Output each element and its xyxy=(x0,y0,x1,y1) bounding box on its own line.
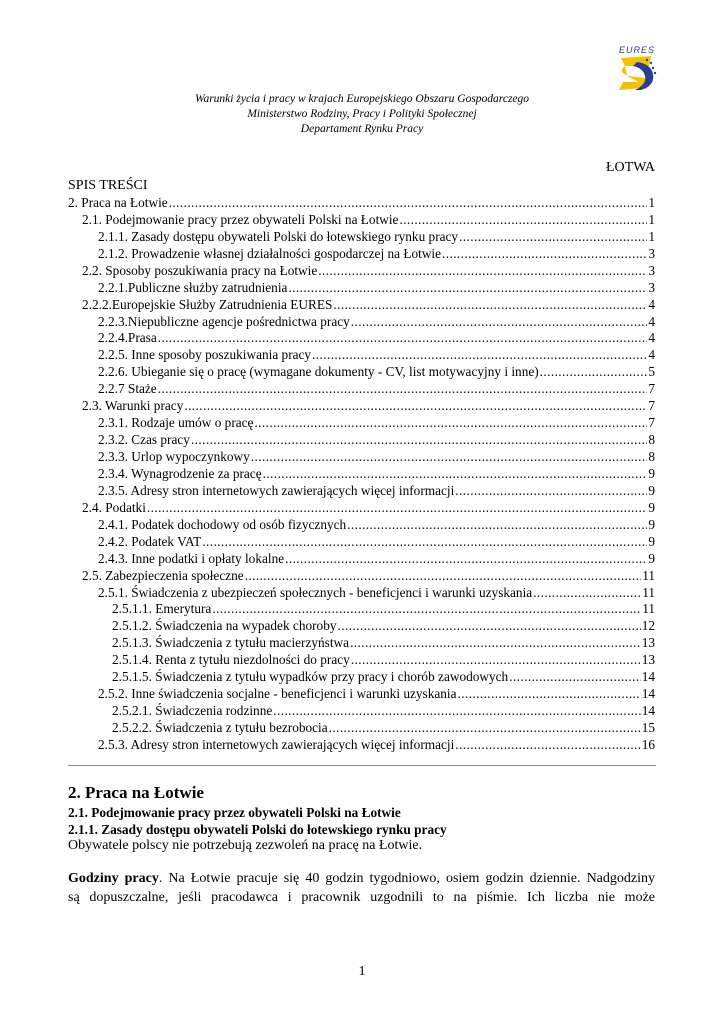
toc-entry[interactable] xyxy=(68,346,655,363)
toc-entry-label: 2.3.1. Rodzaje umów o pracę xyxy=(98,415,254,431)
toc-entry-page: 11 xyxy=(642,584,655,600)
eures-logo xyxy=(611,44,661,92)
header-line-2: Ministerstwo Rodziny, Pracy i Polityki Społecznej xyxy=(247,108,477,120)
toc-entry[interactable] xyxy=(68,397,655,414)
toc-dot-leader xyxy=(147,500,647,516)
toc-entry-page: 14 xyxy=(641,703,655,719)
toc-dot-leader xyxy=(509,669,640,685)
toc-entry-label: 2. Praca na Łotwie xyxy=(68,194,168,210)
toc-dot-leader xyxy=(455,737,640,753)
toc-entry-label: 2.4.2. Podatek VAT xyxy=(98,533,202,549)
toc-dot-leader xyxy=(184,398,647,414)
toc-dot-leader xyxy=(158,381,648,397)
header-line-1: Warunki życia i pracy w krajach Europejskiego Obszaru Gospodarczego xyxy=(194,93,530,105)
toc-entry-page: 14 xyxy=(641,669,655,685)
toc-entry[interactable] xyxy=(68,601,655,618)
toc-dot-leader xyxy=(212,601,641,617)
toc-entry-label: 2.5.1.1. Emerytura xyxy=(112,601,212,617)
bold-term: Godziny pracy xyxy=(68,871,159,886)
toc-entry-label: 2.3. Warunki pracy xyxy=(82,398,184,414)
toc-entry-page: 9 xyxy=(648,533,655,549)
toc-entry-label: 2.5.2.2. Świadczenia z tytułu bezrobocia xyxy=(112,720,328,735)
page-number: 1 xyxy=(358,964,366,979)
toc-entry-page: 3 xyxy=(648,279,655,295)
toc-entry-label: 2.2.2.Europejskie Służby Zatrudnienia EURES xyxy=(82,296,333,312)
toc-entry-label: 2.3.5. Adresy stron internetowych zawierających więcej informacji xyxy=(98,482,455,498)
toc-entry-label: 2.5.2.1. Świadczenia rodzinne xyxy=(112,703,273,719)
toc-dot-leader xyxy=(459,229,647,245)
toc-entry-label: 2.5.1.2. Świadczenia na wypadek choroby xyxy=(112,618,337,634)
paragraph-working-hours-line-2: są dopuszczalne, jeśli pracodawca i pracownik uzgodnili to na piśmie. Ich liczba nie może xyxy=(68,890,655,905)
toc-dot-leader xyxy=(288,280,647,296)
toc-entry[interactable] xyxy=(68,228,655,245)
toc-entry[interactable] xyxy=(68,262,655,279)
toc-dot-leader xyxy=(169,195,648,211)
toc-entry-page: 3 xyxy=(648,262,655,278)
toc-entry[interactable] xyxy=(68,499,655,516)
toc-entry[interactable] xyxy=(68,482,655,499)
toc-entry[interactable] xyxy=(68,533,655,550)
toc-entry-label: 2.4. Podatki xyxy=(82,499,146,515)
toc-entry-page: 4 xyxy=(648,313,655,329)
toc-entry-page: 4 xyxy=(648,330,655,346)
country-name: ŁOTWA xyxy=(606,160,655,175)
toc-entry[interactable] xyxy=(68,617,655,634)
toc-dot-leader xyxy=(245,568,642,584)
toc-dot-leader xyxy=(191,432,647,448)
toc-entry-page: 9 xyxy=(648,499,655,515)
toc-entry-label: 2.3.4. Wynagrodzenie za pracę xyxy=(98,465,262,481)
toc-dot-leader xyxy=(312,347,647,363)
document-header xyxy=(0,92,724,137)
toc-entry-page: 9 xyxy=(648,550,655,566)
toc-dot-leader xyxy=(254,415,647,431)
toc-entry-label: 2.1.2. Prowadzenie własnej działalności gospodarczej na Łotwie xyxy=(98,245,442,261)
toc-dot-leader xyxy=(458,686,641,702)
toc-entry-label: 2.5.1.4. Renta z tytułu niezdolności do pracy xyxy=(112,652,350,668)
toc-entry-page: 9 xyxy=(648,465,655,481)
toc-entry[interactable] xyxy=(68,685,655,702)
toc-entry[interactable] xyxy=(68,719,655,736)
toc-dot-leader xyxy=(533,585,641,601)
toc-dot-leader xyxy=(202,534,647,550)
section-divider xyxy=(68,765,656,766)
header-line-3: Departament Rynku Pracy xyxy=(300,123,424,135)
toc-entry-label: 2.2. Sposoby poszukiwania pracy na Łotwie xyxy=(82,262,318,278)
toc-entry[interactable] xyxy=(68,380,655,397)
toc-entry[interactable] xyxy=(68,279,655,296)
toc-entry[interactable] xyxy=(68,211,655,228)
toc-entry-label: 2.4.3. Inne podatki i opłaty lokalne xyxy=(98,550,285,566)
toc-entry[interactable] xyxy=(68,194,655,211)
toc-entry-label: 2.1.1. Zasady dostępu obywateli Polski do łotewskiego rynku pracy xyxy=(98,228,459,244)
paragraph-text: . Na Łotwie pracuje się 40 godzin tygodniowo, osiem godzin dziennie. Nadgodziny xyxy=(158,871,655,886)
toc-dot-leader xyxy=(329,720,641,736)
toc-entry-page: 5 xyxy=(648,364,655,380)
toc-entry-label: 2.2.7 Staże xyxy=(98,381,157,397)
toc-dot-leader xyxy=(263,466,648,482)
toc-entry-page: 13 xyxy=(641,635,655,651)
toc-entry-label: 2.5.1.5. Świadczenia z tytułu wypadków przy pracy i chorób zawodowych xyxy=(112,669,509,685)
toc-entry[interactable] xyxy=(68,296,655,313)
toc-entry[interactable] xyxy=(68,567,655,584)
toc-entry-label: 2.5. Zabezpieczenia społeczne xyxy=(82,567,244,583)
toc-dot-leader xyxy=(251,449,648,465)
toc-entry-page: 4 xyxy=(648,296,655,312)
toc-entry-label: 2.2.1.Publiczne służby zatrudnienia xyxy=(98,279,288,295)
toc-entry-label: 2.2.5. Inne sposoby poszukiwania pracy xyxy=(98,347,312,363)
toc-entry-label: 2.3.2. Czas pracy xyxy=(98,432,190,448)
toc-dot-leader xyxy=(285,551,647,567)
toc-entry[interactable] xyxy=(68,414,655,431)
toc-dot-leader xyxy=(350,635,641,651)
toc-entry-page: 11 xyxy=(642,601,655,617)
toc-dot-leader xyxy=(318,263,647,279)
toc-dot-leader xyxy=(399,212,647,228)
toc-entry-page: 9 xyxy=(648,482,655,498)
table-of-contents xyxy=(68,194,655,753)
toc-entry[interactable] xyxy=(68,330,655,347)
toc-entry[interactable] xyxy=(68,668,655,685)
toc-entry[interactable] xyxy=(68,702,655,719)
toc-entry-page: 7 xyxy=(648,381,655,397)
toc-entry-page: 8 xyxy=(648,449,655,464)
toc-entry[interactable] xyxy=(68,516,655,533)
toc-entry[interactable] xyxy=(68,584,655,601)
toc-entry-label: 2.2.4.Prasa xyxy=(98,330,157,346)
paragraph: Obywatele polscy nie potrzebują zezwoleń na pracę na Łotwie. xyxy=(68,838,423,853)
toc-dot-leader xyxy=(347,517,647,533)
toc-entry-label: 2.4.1. Podatek dochodowy od osób fizycznych xyxy=(98,516,347,532)
paragraph-working-hours-line-1 xyxy=(68,869,655,888)
toc-entry-page: 13 xyxy=(641,652,655,668)
toc-entry-label: 2.5.1.3. Świadczenia z tytułu macierzyństwa xyxy=(112,635,350,651)
toc-entry-page: 1 xyxy=(648,194,655,210)
toc-entry-page: 1 xyxy=(648,228,655,244)
toc-entry-label: 2.1. Podejmowanie pracy przez obywateli Polski na Łotwie xyxy=(82,211,399,227)
toc-entry-page: 3 xyxy=(648,245,655,261)
toc-entry[interactable] xyxy=(68,651,655,668)
toc-title: SPIS TREŚCI xyxy=(68,178,148,193)
toc-entry-page: 14 xyxy=(641,686,655,702)
toc-entry-page: 1 xyxy=(648,211,655,227)
toc-entry-page: 7 xyxy=(648,415,655,431)
toc-entry[interactable] xyxy=(68,431,655,448)
toc-entry[interactable] xyxy=(68,363,655,380)
toc-entry[interactable] xyxy=(68,550,655,567)
toc-entry[interactable] xyxy=(68,448,655,465)
subsection-heading: 2.1. Podejmowanie pracy przez obywateli Polski na Łotwie xyxy=(68,805,401,820)
toc-dot-leader xyxy=(158,330,648,346)
toc-entry-label: 2.5.3. Adresy stron internetowych zawierających więcej informacji xyxy=(98,736,455,752)
toc-dot-leader xyxy=(351,652,641,668)
toc-entry[interactable] xyxy=(68,465,655,482)
toc-dot-leader xyxy=(273,703,640,719)
section-heading: 2. Praca na Łotwie xyxy=(68,783,204,802)
toc-entry-page: 11 xyxy=(642,567,655,583)
toc-entry[interactable] xyxy=(68,634,655,651)
toc-entry-label: 2.5.1. Świadczenia z ubezpieczeń społecznych - beneficjenci i warunki uzyskania xyxy=(98,584,533,600)
toc-entry-label: 2.5.2. Inne świadczenia socjalne - beneficjenci i warunki uzyskania xyxy=(98,686,457,702)
toc-dot-leader xyxy=(442,246,647,262)
toc-dot-leader xyxy=(540,364,648,380)
toc-dot-leader xyxy=(455,483,647,499)
toc-entry[interactable] xyxy=(68,313,655,330)
toc-entry-page: 16 xyxy=(641,736,655,752)
toc-entry[interactable] xyxy=(68,245,655,262)
toc-entry-page: 15 xyxy=(641,720,655,735)
subsubsection-heading: 2.1.1. Zasady dostępu obywateli Polski do łotewskiego rynku pracy xyxy=(68,822,447,837)
toc-entry-page: 4 xyxy=(648,347,655,363)
toc-entry-label: 2.2.3.Niepubliczne agencje pośrednictwa pracy xyxy=(98,313,350,329)
toc-entry-page: 9 xyxy=(648,516,655,532)
toc-entry-label: 2.3.3. Urlop wypoczynkowy xyxy=(98,449,250,464)
eures-logo-text: EURES xyxy=(619,45,656,55)
toc-dot-leader xyxy=(338,618,641,634)
toc-entry-page: 12 xyxy=(641,618,655,634)
toc-entry[interactable] xyxy=(68,736,655,753)
toc-dot-leader xyxy=(333,297,647,313)
toc-entry-page: 7 xyxy=(648,398,655,414)
toc-entry-page: 8 xyxy=(648,432,655,448)
toc-entry-label: 2.2.6. Ubieganie się o pracę (wymagane dokumenty - CV, list motywacyjny i inne) xyxy=(98,364,539,380)
toc-dot-leader xyxy=(351,314,648,330)
